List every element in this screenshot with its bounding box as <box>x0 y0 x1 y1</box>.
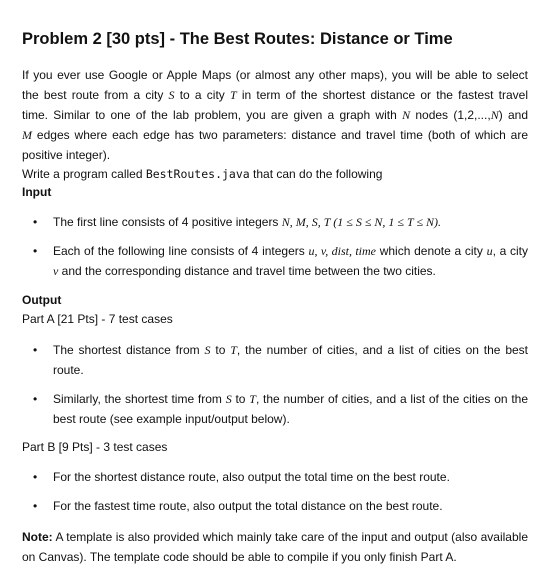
text: to <box>231 392 250 406</box>
text-line: route. <box>53 363 84 377</box>
intro-line-2 <box>22 85 528 105</box>
text-line <box>53 212 528 232</box>
text: The shortest distance from <box>53 343 205 357</box>
math-S: S <box>225 392 232 406</box>
math-v: v <box>53 264 59 278</box>
text: , the number of cities, and a list of the cities on the <box>255 392 529 406</box>
bullet-icon: • <box>33 392 38 406</box>
intro-line-1: If you ever use Google or Apple Maps (or almost any other maps), you will be able to select <box>22 68 528 82</box>
text: Similarly, the shortest time from <box>53 392 226 406</box>
text: in term of the shortest distance or the fastest travel <box>236 88 528 102</box>
bullet-icon: • <box>33 244 38 258</box>
text: to <box>210 343 231 357</box>
note-label: Note: <box>22 530 53 544</box>
part-b-heading: Part B [9 Pts] - 3 test cases <box>22 440 168 454</box>
text: A template is also provided which mainly take care of the input and output (also available <box>52 530 528 544</box>
bullet-icon: • <box>33 343 38 357</box>
math-T: T <box>249 392 256 406</box>
text-line: best route (see example input/output below). <box>53 412 290 426</box>
math-expression: N, M, S, T (1 ≤ S ≤ N, 1 ≤ T ≤ N). <box>281 215 442 229</box>
text-line <box>53 340 528 360</box>
text-line: on Canvas). The template code should be able to compile if you only finish Part A. <box>22 550 457 564</box>
bullet-icon: • <box>33 470 38 484</box>
part-b-item-2: For the fastest time route, also output the total distance on the best route. <box>53 499 443 513</box>
math-N: N <box>402 108 411 122</box>
write-program-line <box>22 164 528 184</box>
text-line <box>53 241 528 261</box>
text: time. Similar to one of the lab problem, you are given a graph with <box>22 108 403 122</box>
math-T: T <box>230 343 237 357</box>
text: The first line consists of 4 positive integers <box>53 215 282 229</box>
math-expression: u, v, dist, time <box>308 244 377 258</box>
text: to a city <box>174 88 230 102</box>
text: Each of the following line consists of 4 integers <box>53 244 309 258</box>
text: ) and <box>498 108 528 122</box>
problem-title: Problem 2 [30 pts] - The Best Routes: Distance or Time <box>22 30 453 48</box>
part-a-item-2 <box>53 389 528 429</box>
part-a-item-1 <box>53 340 528 380</box>
text-line <box>53 389 528 409</box>
part-b-item-1: For the shortest distance route, also output the total time on the best route. <box>53 470 450 484</box>
math-N: N <box>490 108 499 122</box>
math-u: u <box>486 244 493 258</box>
text: which denote a city <box>376 244 487 258</box>
note-paragraph <box>22 527 528 567</box>
text: that can do the following <box>249 167 383 181</box>
text: Write a program called <box>22 167 146 181</box>
intro-paragraph <box>22 65 528 165</box>
text: , the number of cities, and a list of cities on the best <box>236 343 529 357</box>
text-line <box>53 261 528 281</box>
text-line <box>22 527 528 547</box>
bullet-icon: • <box>33 499 38 513</box>
output-heading: Output <box>22 293 62 307</box>
text: , a city <box>492 244 529 258</box>
math-S: S <box>204 343 211 357</box>
input-item-2 <box>53 241 528 281</box>
filename-code: BestRoutes.java <box>145 167 250 181</box>
intro-line-3 <box>22 105 528 125</box>
text: edges where each edge has two parameters: distance and travel time (both of which are <box>32 128 528 142</box>
bullet-icon: • <box>33 215 38 229</box>
intro-line-5: positive integer). <box>22 148 111 162</box>
input-heading: Input <box>22 185 52 199</box>
math-T: T <box>229 88 237 102</box>
text: and the corresponding distance and travel time between the two cities. <box>58 264 436 278</box>
text: the best route from a city <box>22 88 169 102</box>
math-S: S <box>168 88 175 102</box>
part-a-heading: Part A [21 Pts] - 7 test cases <box>22 312 173 326</box>
text: nodes (1,2,..., <box>410 108 491 122</box>
intro-line-4 <box>22 125 528 145</box>
input-item-1 <box>53 212 528 232</box>
math-M: M <box>22 128 32 142</box>
